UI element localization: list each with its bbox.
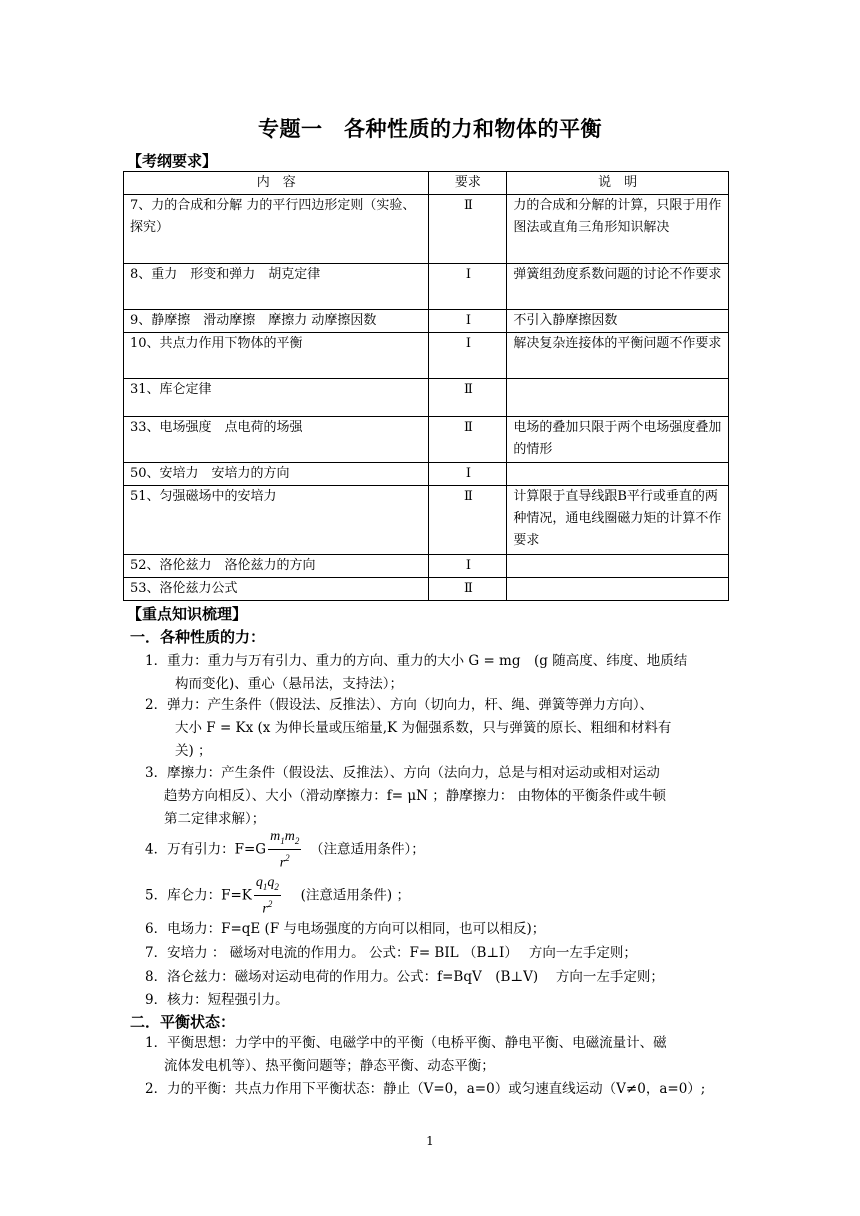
list-item-electric: 6．电场力：F=qE (F 与电场强度的方向可以相同，也可以相反)； [145, 921, 546, 937]
section-requirements: 【考纲要求】 [127, 152, 218, 170]
list-item-elastic [145, 694, 735, 763]
row-content: 9、静摩擦 滑动摩擦 摩擦力 动摩擦因数 [124, 310, 429, 333]
row-level: Ⅱ [429, 486, 507, 555]
item-text: 4．万有引力：F=G [145, 841, 267, 858]
row-note [507, 555, 729, 578]
list-item-balance-idea [145, 1032, 735, 1078]
row-content: 31、库仑定律 [124, 379, 429, 417]
row-level: Ⅰ [429, 310, 507, 333]
table-row [124, 310, 729, 333]
item-text: 2．弹力：产生条件（假设法、反推法）、方向（切向力，杆、绳、弹簧等弹力方向）、 [145, 697, 654, 713]
row-content: 7、力的合成和分解 力的平行四边形定则（实验、探究） [124, 195, 429, 264]
row-content: 33、电场强度 点电荷的场强 [124, 417, 429, 463]
row-note [507, 578, 729, 601]
row-level: Ⅰ [429, 333, 507, 379]
item-text: 1．平衡思想：力学中的平衡、电磁学中的平衡（电桥平衡、静电平衡、电磁流量计、磁 [145, 1035, 667, 1051]
row-note: 解决复杂连接体的平衡问题不作要求 [507, 333, 729, 379]
row-content: 8、重力 形变和弹力 胡克定律 [124, 264, 429, 310]
header-level: 要求 [429, 172, 507, 195]
row-level: Ⅱ [429, 417, 507, 463]
table-row [124, 417, 729, 463]
list-item-coulomb [145, 875, 735, 917]
heading-forces: 一．各种性质的力： [130, 628, 266, 646]
item-text: 构而变化)、重心（悬吊法，支持法）； [175, 676, 404, 692]
requirements-table [123, 171, 729, 601]
page-title: 专题一 各种性质的力和物体的平衡 [258, 117, 602, 141]
item-text: 趋势方向相反）、大小（滑动摩擦力：f= μN ；静摩擦力： 由物体的平衡条件或牛顿 [164, 788, 667, 804]
row-content: 53、洛伦兹力公式 [124, 578, 429, 601]
list-item-ampere: 7．安培力 ： 磁场对电流的作用力。 公式：F= BIL （B⊥I） 方向一左手定则； [145, 945, 637, 961]
row-note: 电场的叠加只限于两个电场强度叠加的情形 [507, 417, 729, 463]
header-content: 内 容 [124, 172, 429, 195]
page-number: 1 [426, 1134, 434, 1148]
row-content: 52、洛伦兹力 洛伦兹力的方向 [124, 555, 429, 578]
row-level: Ⅱ [429, 578, 507, 601]
table-row [124, 379, 729, 417]
table-row [124, 333, 729, 379]
list-item-force-balance: 2．力的平衡：共点力作用下平衡状态：静止（V=0，a=0）或匀速直线运动（V≠0，a=0）; [145, 1081, 706, 1097]
row-note [507, 379, 729, 417]
formula-m1m2-over-r2: $\frac{m_1m_2}{r^2}$ [270, 829, 300, 871]
item-text: （注意适用条件）； [303, 841, 425, 858]
list-item-lorentz: 8．洛仑兹力：磁场对运动电荷的作用力。公式：f=BqV (B⊥V) 方向一左手定则； [145, 969, 664, 985]
item-text: (注意适用条件) ； [282, 887, 410, 904]
table-row [124, 486, 729, 555]
row-note: 力的合成和分解的计算，只限于用作图法或直角三角形知识解决 [507, 195, 729, 264]
item-text: 1．重力：重力与万有引力、重力的方向、重力的大小 G = mg (g 随高度、纬度、地质结 [145, 653, 688, 669]
heading-equilibrium: 二．平衡状态： [130, 1013, 236, 1031]
section-knowledge: 【重点知识梳理】 [127, 605, 248, 623]
table-row [124, 578, 729, 601]
item-text: 大小 F = Kx (x 为伸长量或压缩量,K 为倔强系数，只与弹簧的原长、粗细和材料有 [175, 720, 672, 736]
row-content: 50、安培力 安培力的方向 [124, 463, 429, 486]
table-row [124, 264, 729, 310]
formula-q1q2-over-r2: $\frac{q_1q_2}{r^2}$ [255, 875, 279, 917]
row-note [507, 463, 729, 486]
list-item-gravitation [145, 829, 735, 871]
row-level: Ⅰ [429, 264, 507, 310]
row-content: 10、共点力作用下物体的平衡 [124, 333, 429, 379]
item-text: 第二定律求解）； [164, 811, 266, 827]
row-level: Ⅱ [429, 195, 507, 264]
row-note: 计算限于直导线跟B平行或垂直的两种情况，通电线圈磁力矩的计算不作要求 [507, 486, 729, 555]
row-note: 不引入静摩擦因数 [507, 310, 729, 333]
table-row [124, 463, 729, 486]
row-level: Ⅱ [429, 379, 507, 417]
item-text: 流体发电机等）、热平衡问题等；静态平衡、动态平衡； [164, 1058, 495, 1074]
list-item-nuclear: 9．核力：短程强引力。 [145, 992, 289, 1008]
table-row [124, 555, 729, 578]
list-item-gravity [145, 650, 735, 696]
row-level: Ⅰ [429, 463, 507, 486]
header-note: 说 明 [507, 172, 729, 195]
row-content: 51、匀强磁场中的安培力 [124, 486, 429, 555]
row-level: Ⅰ [429, 555, 507, 578]
row-note: 弹簧组劲度系数问题的讨论不作要求 [507, 264, 729, 310]
list-item-friction [145, 762, 735, 831]
table-header-row [124, 172, 729, 195]
item-text: 关) ； [175, 743, 212, 759]
item-text: 3．摩擦力：产生条件（假设法、反推法）、方向（法向力，总是与相对运动或相对运动 [145, 765, 660, 781]
table-row [124, 195, 729, 264]
item-text: 5．库仑力：F=K [145, 887, 252, 904]
